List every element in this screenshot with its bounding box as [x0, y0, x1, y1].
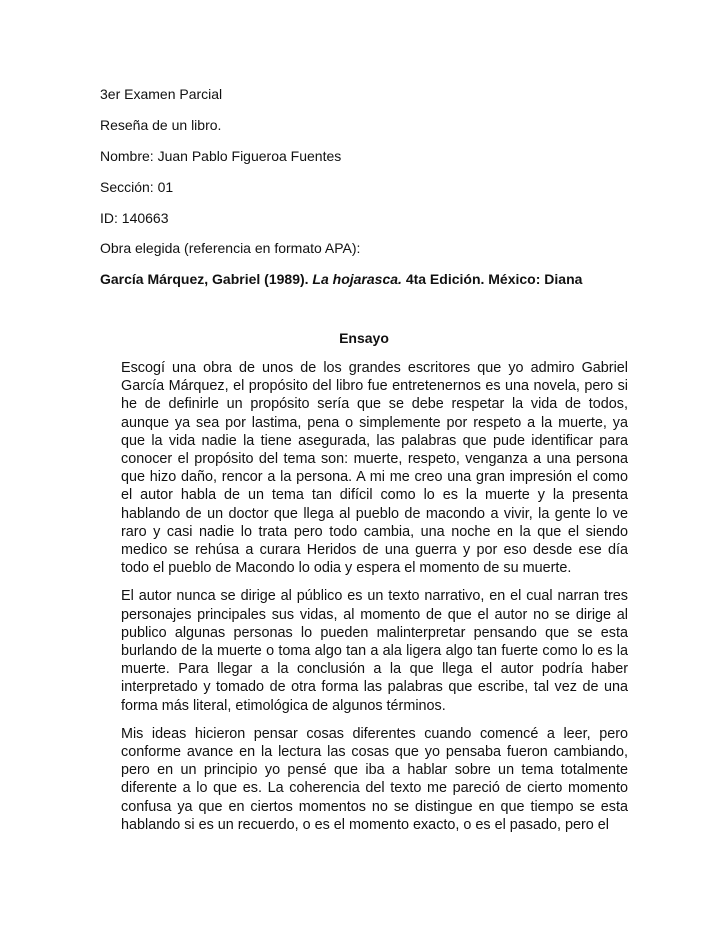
student-id: ID: 140663	[100, 210, 169, 226]
review-label: Reseña de un libro.	[100, 117, 222, 133]
section: Sección: 01	[100, 179, 174, 195]
reference-author: García Márquez, Gabriel (1989).	[100, 271, 309, 287]
essay-title: Ensayo	[339, 330, 389, 346]
essay-body	[121, 359, 628, 844]
chosen-work-label: Obra elegida (referencia en formato APA):	[100, 240, 361, 256]
reference-book-title: La hojarasca.	[312, 271, 402, 287]
essay-paragraph-1: Escogí una obra de unos de los grandes escritores que yo admiro Gabriel García Márquez, el propósito del libro fue entretenernos es una novela, pero si he de definirle un propósito sería que se debe respetar la vida de todos, aunque ya sea por lastima, pena o simplemente por respeto a la muerte, ya que la vida nadie la tiene asegurada, las palabras que pude identificar para conocer el propósito del tema son: muerte, respeto, venganza a una persona que hizo daño, rencor a la persona. A mi me creo una gran impresión el como el autor habla de un tema tan difícil como lo es la muerte y la presenta hablando de un doctor que llega al pueblo de macondo a vivir, la gente lo ve raro y casi nadie lo trata pero todo cambia, una noche en la que el siendo medico se rehúsa a curara Heridos de una guerra y por eso desde ese día todo el pueblo de Macondo lo odia y espera el momento de su muerte.	[121, 360, 628, 577]
reference-publication: 4ta Edición. México: Diana	[405, 271, 583, 287]
exam-title: 3er Examen Parcial	[100, 86, 223, 102]
apa-reference	[100, 271, 582, 287]
essay-paragraph-2: El autor nunca se dirige al público es un texto narrativo, en el cual narran tres personajes principales sus vidas, al momento de que el autor no se dirige al publico algunas personas lo pueden malinterpretar pensando que se esta burlando de la muerte o toma algo tan a ala ligera algo tan fuerte como lo es la muerte. Para llegar a la conclusión a la que llega el autor podría haber interpretado y tomado de otra forma las palabras que escribe, tal vez de una forma más literal, etimológica de algunos términos.	[121, 588, 628, 714]
essay-paragraph-3: Mis ideas hicieron pensar cosas diferentes cuando comencé a leer, pero conforme avance en la lectura las cosas que yo pensaba fueron cambiando, pero en un principio yo pensé que iba a hablar sobre un tema totalmente diferente a lo que es. La coherencia del texto me pareció de cierto momento confusa ya que en ciertos momentos no se distingue en que tiempo se esta hablando si es un recuerdo, o es el momento exacto, o es el pasado, pero el	[121, 725, 628, 833]
student-name: Nombre: Juan Pablo Figueroa Fuentes	[100, 148, 342, 164]
